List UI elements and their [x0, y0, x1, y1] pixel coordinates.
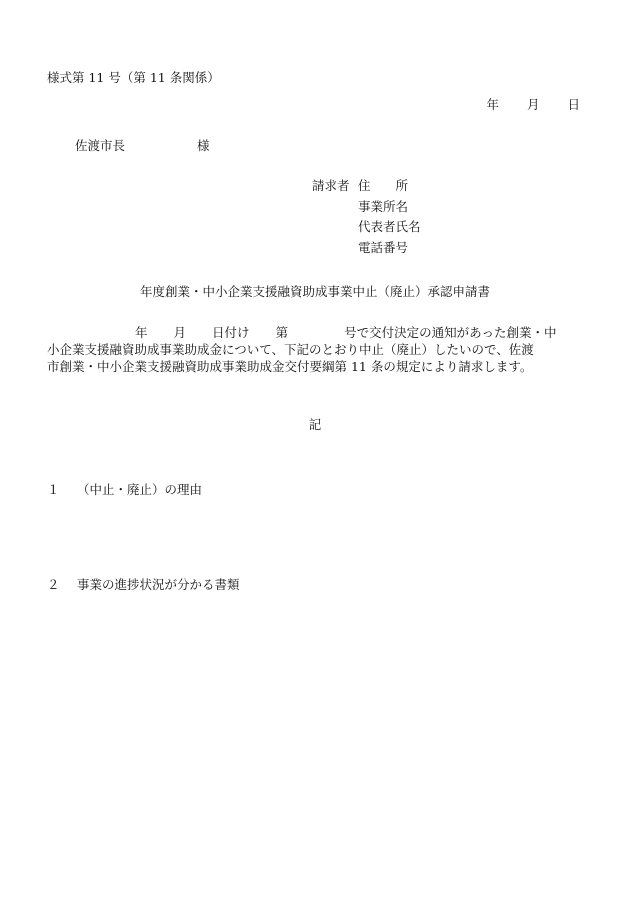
addressee — [75, 140, 210, 153]
addressee-name: 佐渡市長 — [75, 138, 126, 153]
field-address: 住 所 — [358, 178, 409, 193]
ki-heading: 記 — [308, 417, 322, 432]
item-number: １ — [47, 482, 60, 497]
body-line-1 — [47, 324, 587, 341]
body-date-suffix: 日付け — [212, 325, 250, 340]
item-reason — [47, 484, 202, 497]
field-phone: 電話番号 — [358, 239, 409, 255]
body-month: 月 — [173, 325, 187, 340]
item-text: 事業の進捗状況が分かる書類 — [77, 577, 240, 592]
item-number: ２ — [47, 577, 60, 592]
field-representative: 代表者氏名 — [358, 219, 421, 234]
field-business-name: 事業所名 — [358, 198, 409, 214]
body-line-2: 小企業支援融資助成事業助成金について、下記のとおり中止（廃止）したいので、佐渡 — [47, 342, 534, 357]
body-paragraph — [47, 324, 587, 375]
requester-fields — [358, 180, 421, 262]
date-day: 日 — [567, 97, 580, 112]
item-progress-documents — [47, 579, 240, 592]
requester-label: 請求者 — [312, 178, 350, 193]
body-line-3: 市創業・中小企業支援融資助成事業助成金交付要綱第 11 条の規定により請求します。 — [47, 359, 533, 374]
date-line — [486, 99, 580, 112]
date-month: 月 — [526, 97, 540, 112]
date-year: 年 — [486, 97, 499, 112]
item-text: （中止・廃止）の理由 — [77, 482, 203, 497]
body-year: 年 — [135, 325, 148, 340]
document-title: 年度創業・中小企業支援融資助成事業中止（廃止）承認申請書 — [139, 284, 490, 299]
addressee-honorific: 様 — [197, 138, 210, 153]
form-number: 様式第 11 号（第 11 条関係） — [47, 70, 220, 85]
body-dai: 第 — [275, 325, 289, 340]
body-line-1-rest: 号で交付決定の通知があった創業・中 — [344, 325, 557, 340]
